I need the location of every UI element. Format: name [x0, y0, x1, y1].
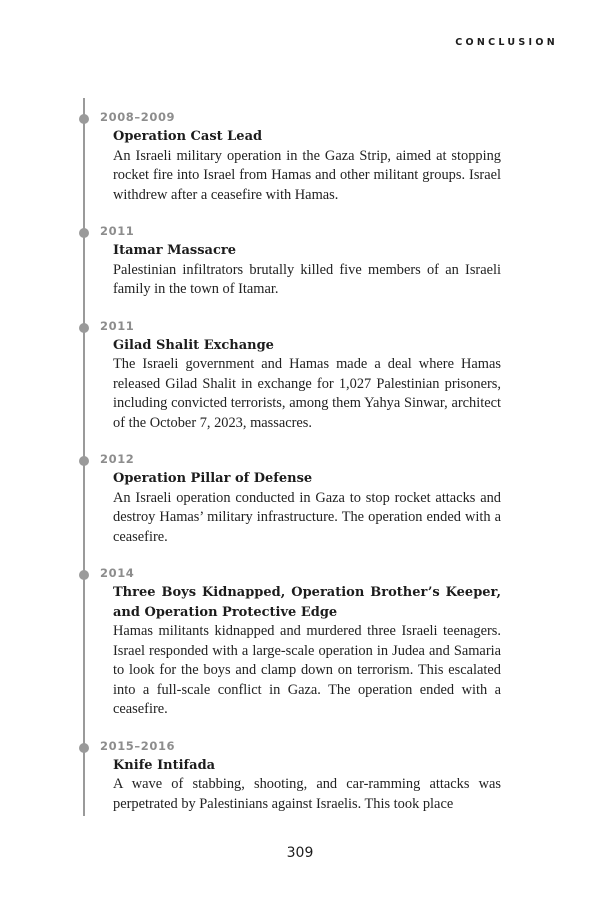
entry-title: Itamar Massacre [113, 243, 236, 258]
entry-year: 2011 [100, 318, 135, 333]
timeline-dot [79, 323, 89, 333]
entry-description: A wave of stabbing, shooting, and car-ramming attacks was perpetrated by Palestinians against Israelis. This took place [113, 776, 501, 812]
entry-title: Operation Pillar of Defense [113, 471, 313, 486]
timeline-entry [0, 565, 600, 720]
timeline-entry [0, 109, 600, 205]
timeline-entry [0, 451, 600, 547]
entry-year: 2008–2009 [100, 110, 176, 124]
entry-title: Gilad Shalit Exchange [113, 337, 274, 353]
timeline-dot [79, 228, 89, 238]
entry-title: Knife Intifada [113, 757, 216, 773]
entry-description: Hamas militants kidnapped and murdered three Israeli teenagers. Israel responded with a large-scale operation in Judea and Samaria to look for the boys and clamp down on terrorism. This escalated into a full-scale conflict in Gaza. The operation ended with a ceasefire. [113, 623, 501, 717]
timeline-dot [79, 743, 89, 753]
page-number: 309 [286, 845, 314, 861]
entry-description: Palestinian infiltrators brutally killed five members of an Israeli family in the town of Itamar. [113, 261, 501, 297]
timeline-dot [79, 456, 89, 466]
timeline-dot [79, 114, 89, 124]
entry-description: An Israeli military operation in the Gaza Strip, aimed at stopping rocket fire into Israel from Hamas and other militant groups. Israel withdrew after a ceasefire with Hamas. [113, 147, 501, 203]
entry-description: The Israeli government and Hamas made a deal where Hamas released Gilad Shalit in exchange for 1,027 Palestinian prisoners, including convicted terrorists, among them Yahya Sinwar, architect of the October 7, 2023, massacres. [113, 356, 501, 431]
entry-year: 2014 [100, 566, 135, 580]
running-head: CONCLUSION [455, 37, 558, 48]
timeline-entry [0, 223, 600, 300]
timeline-dot [79, 570, 89, 580]
timeline-entry [0, 738, 600, 815]
timeline-entry [0, 318, 600, 434]
entry-year: 2011 [100, 224, 135, 238]
entry-title: Three Boys Kidnapped, Operation Brother’s Keeper, and Operation Protective Edge [113, 585, 501, 620]
entry-year: 2015–2016 [100, 738, 176, 753]
entry-description: An Israeli operation conducted in Gaza to stop rocket attacks and destroy Hamas’ military infrastructure. The operation ended with a ceasefire. [113, 489, 501, 545]
entry-year: 2012 [100, 452, 135, 466]
timeline-entries [0, 109, 600, 832]
entry-title: Operation Cast Lead [113, 129, 263, 144]
